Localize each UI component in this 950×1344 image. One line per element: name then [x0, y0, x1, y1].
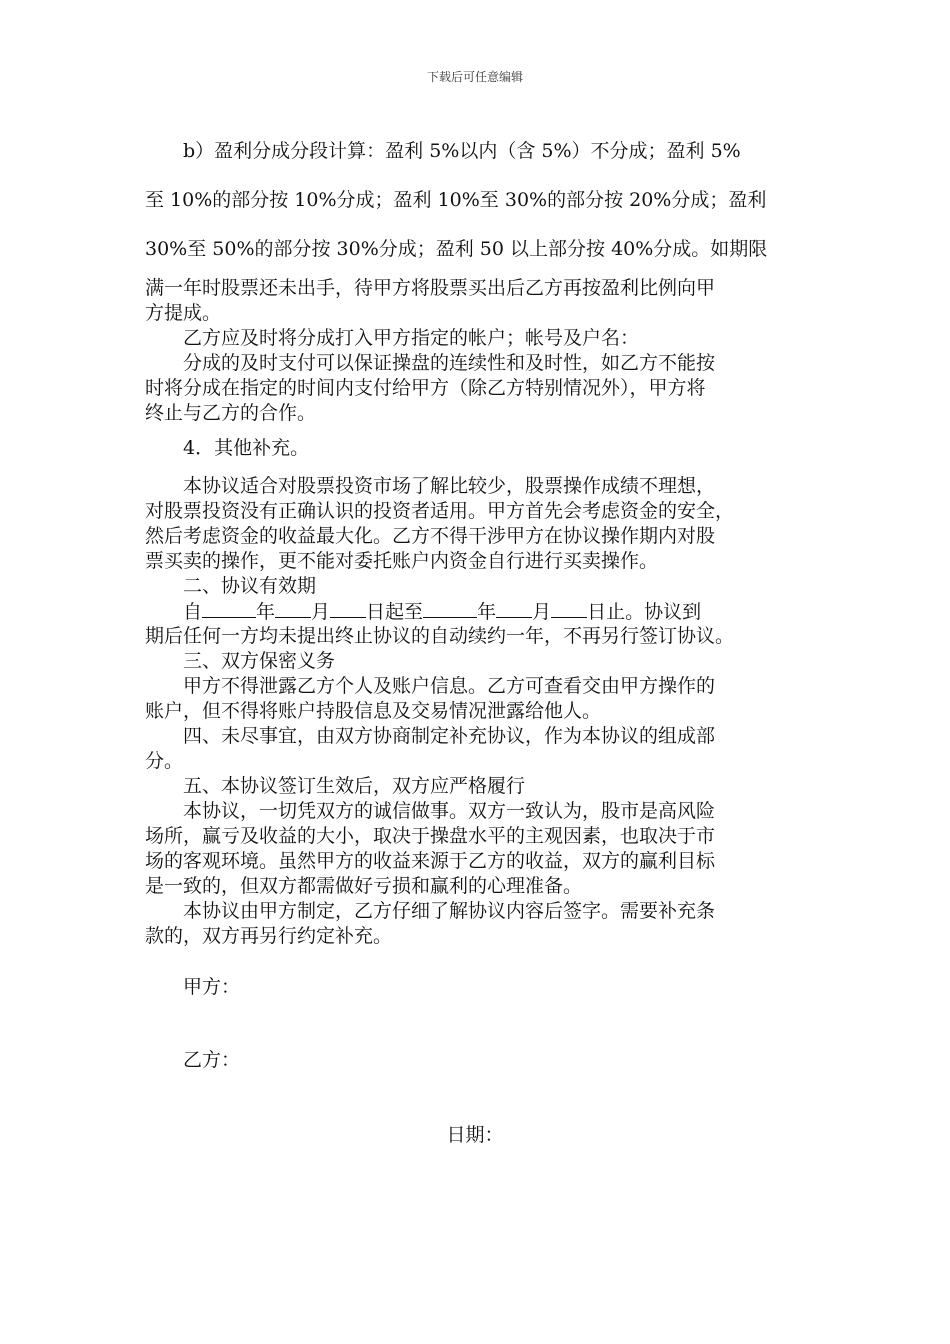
paragraph-line: 分成的及时支付可以保证操盘的连续性和及时性，如乙方不能按	[183, 352, 716, 374]
paragraph-line: 账户，但不得将账户持股信息及交易情况泄露给他人。	[145, 700, 602, 722]
date-signature-label: 日期：	[446, 1124, 504, 1146]
day-blank	[330, 599, 366, 618]
paragraph-line: 方提成。	[145, 302, 222, 324]
month-blank	[496, 599, 532, 618]
section-heading: 二、协议有效期	[183, 575, 317, 597]
date-text-year: 年	[256, 601, 276, 623]
paragraph-line: 四、未尽事宜，由双方协商制定补充协议，作为本协议的组成部	[183, 725, 716, 747]
paragraph-line: 满一年时股票还未出手，待甲方将股票买出后乙方再按盈利比例向甲	[145, 277, 716, 299]
page-header: 下载后可任意编辑	[426, 70, 523, 84]
paragraph-line: 分。	[145, 750, 184, 772]
paragraph-line: b）盈利分成分段计算：盈利 5%以内（含 5%）不分成；盈利 5%	[183, 140, 741, 162]
paragraph-line: 款的，双方再另行约定补充。	[145, 925, 393, 947]
paragraph-line: 场的客观环境。虽然甲方的收益来源于乙方的收益，双方的赢利目标	[145, 850, 716, 872]
paragraph-line: 时将分成在指定的时间内支付给甲方（除乙方特别情况外），甲方将	[145, 377, 706, 399]
date-text-year: 年	[477, 601, 497, 623]
paragraph-line: 本协议，一切凭双方的诚信做事。双方一致认为，股市是高风险	[183, 800, 716, 822]
section-heading: 五、本协议签订生效后，双方应严格履行	[183, 775, 526, 797]
month-blank	[275, 599, 311, 618]
paragraph-line: 甲方不得泄露乙方个人及账户信息。乙方可查看交由甲方操作的	[183, 675, 716, 697]
party-a-signature-label: 甲方：	[183, 976, 241, 998]
paragraph-line: 本协议适合对股票投资市场了解比较少，股票操作成绩不理想，	[183, 475, 716, 497]
year-blank	[423, 599, 477, 618]
day-blank	[551, 599, 587, 618]
party-b-signature-label: 乙方：	[183, 1049, 241, 1071]
section-heading: 4．其他补充。	[183, 437, 310, 459]
paragraph-line: 终止与乙方的合作。	[145, 402, 317, 424]
date-text-month: 月	[532, 601, 552, 623]
date-text-end: 日止。协议到	[587, 601, 702, 623]
paragraph-line: 期后任何一方均未提出终止协议的自动续约一年，不再另行签订协议。	[145, 625, 735, 647]
paragraph-line: 然后考虑资金的收益最大化。乙方不得干涉甲方在协议操作期内对股	[145, 525, 716, 547]
paragraph-line: 乙方应及时将分成打入甲方指定的帐户；帐号及户名：	[183, 327, 640, 349]
paragraph-line: 本协议由甲方制定，乙方仔细了解协议内容后签字。需要补充条	[183, 900, 716, 922]
paragraph-line: 是一致的，但双方都需做好亏损和赢利的心理准备。	[145, 875, 583, 897]
date-text-start: 日起至	[366, 601, 424, 623]
section-heading: 三、双方保密义务	[183, 650, 336, 672]
date-text-from: 自	[183, 601, 203, 623]
paragraph-line: 30%至 50%的部分按 30%分成；盈利 50 以上部分按 40%分成。如期限	[145, 238, 768, 260]
paragraph-line: 票买卖的操作，更不能对委托账户内资金自行进行买卖操作。	[145, 550, 659, 572]
date-text-month: 月	[311, 601, 331, 623]
paragraph-line: 至 10%的部分按 10%分成；盈利 10%至 30%的部分按 20%分成；盈利	[145, 189, 767, 211]
year-blank	[202, 599, 256, 618]
validity-date-line	[183, 599, 803, 624]
paragraph-line: 场所，赢亏及收益的大小，取决于操盘水平的主观因素，也取决于市	[145, 825, 716, 847]
paragraph-line: 对股票投资没有正确认识的投资者适用。甲方首先会考虑资金的安全，	[145, 500, 735, 522]
